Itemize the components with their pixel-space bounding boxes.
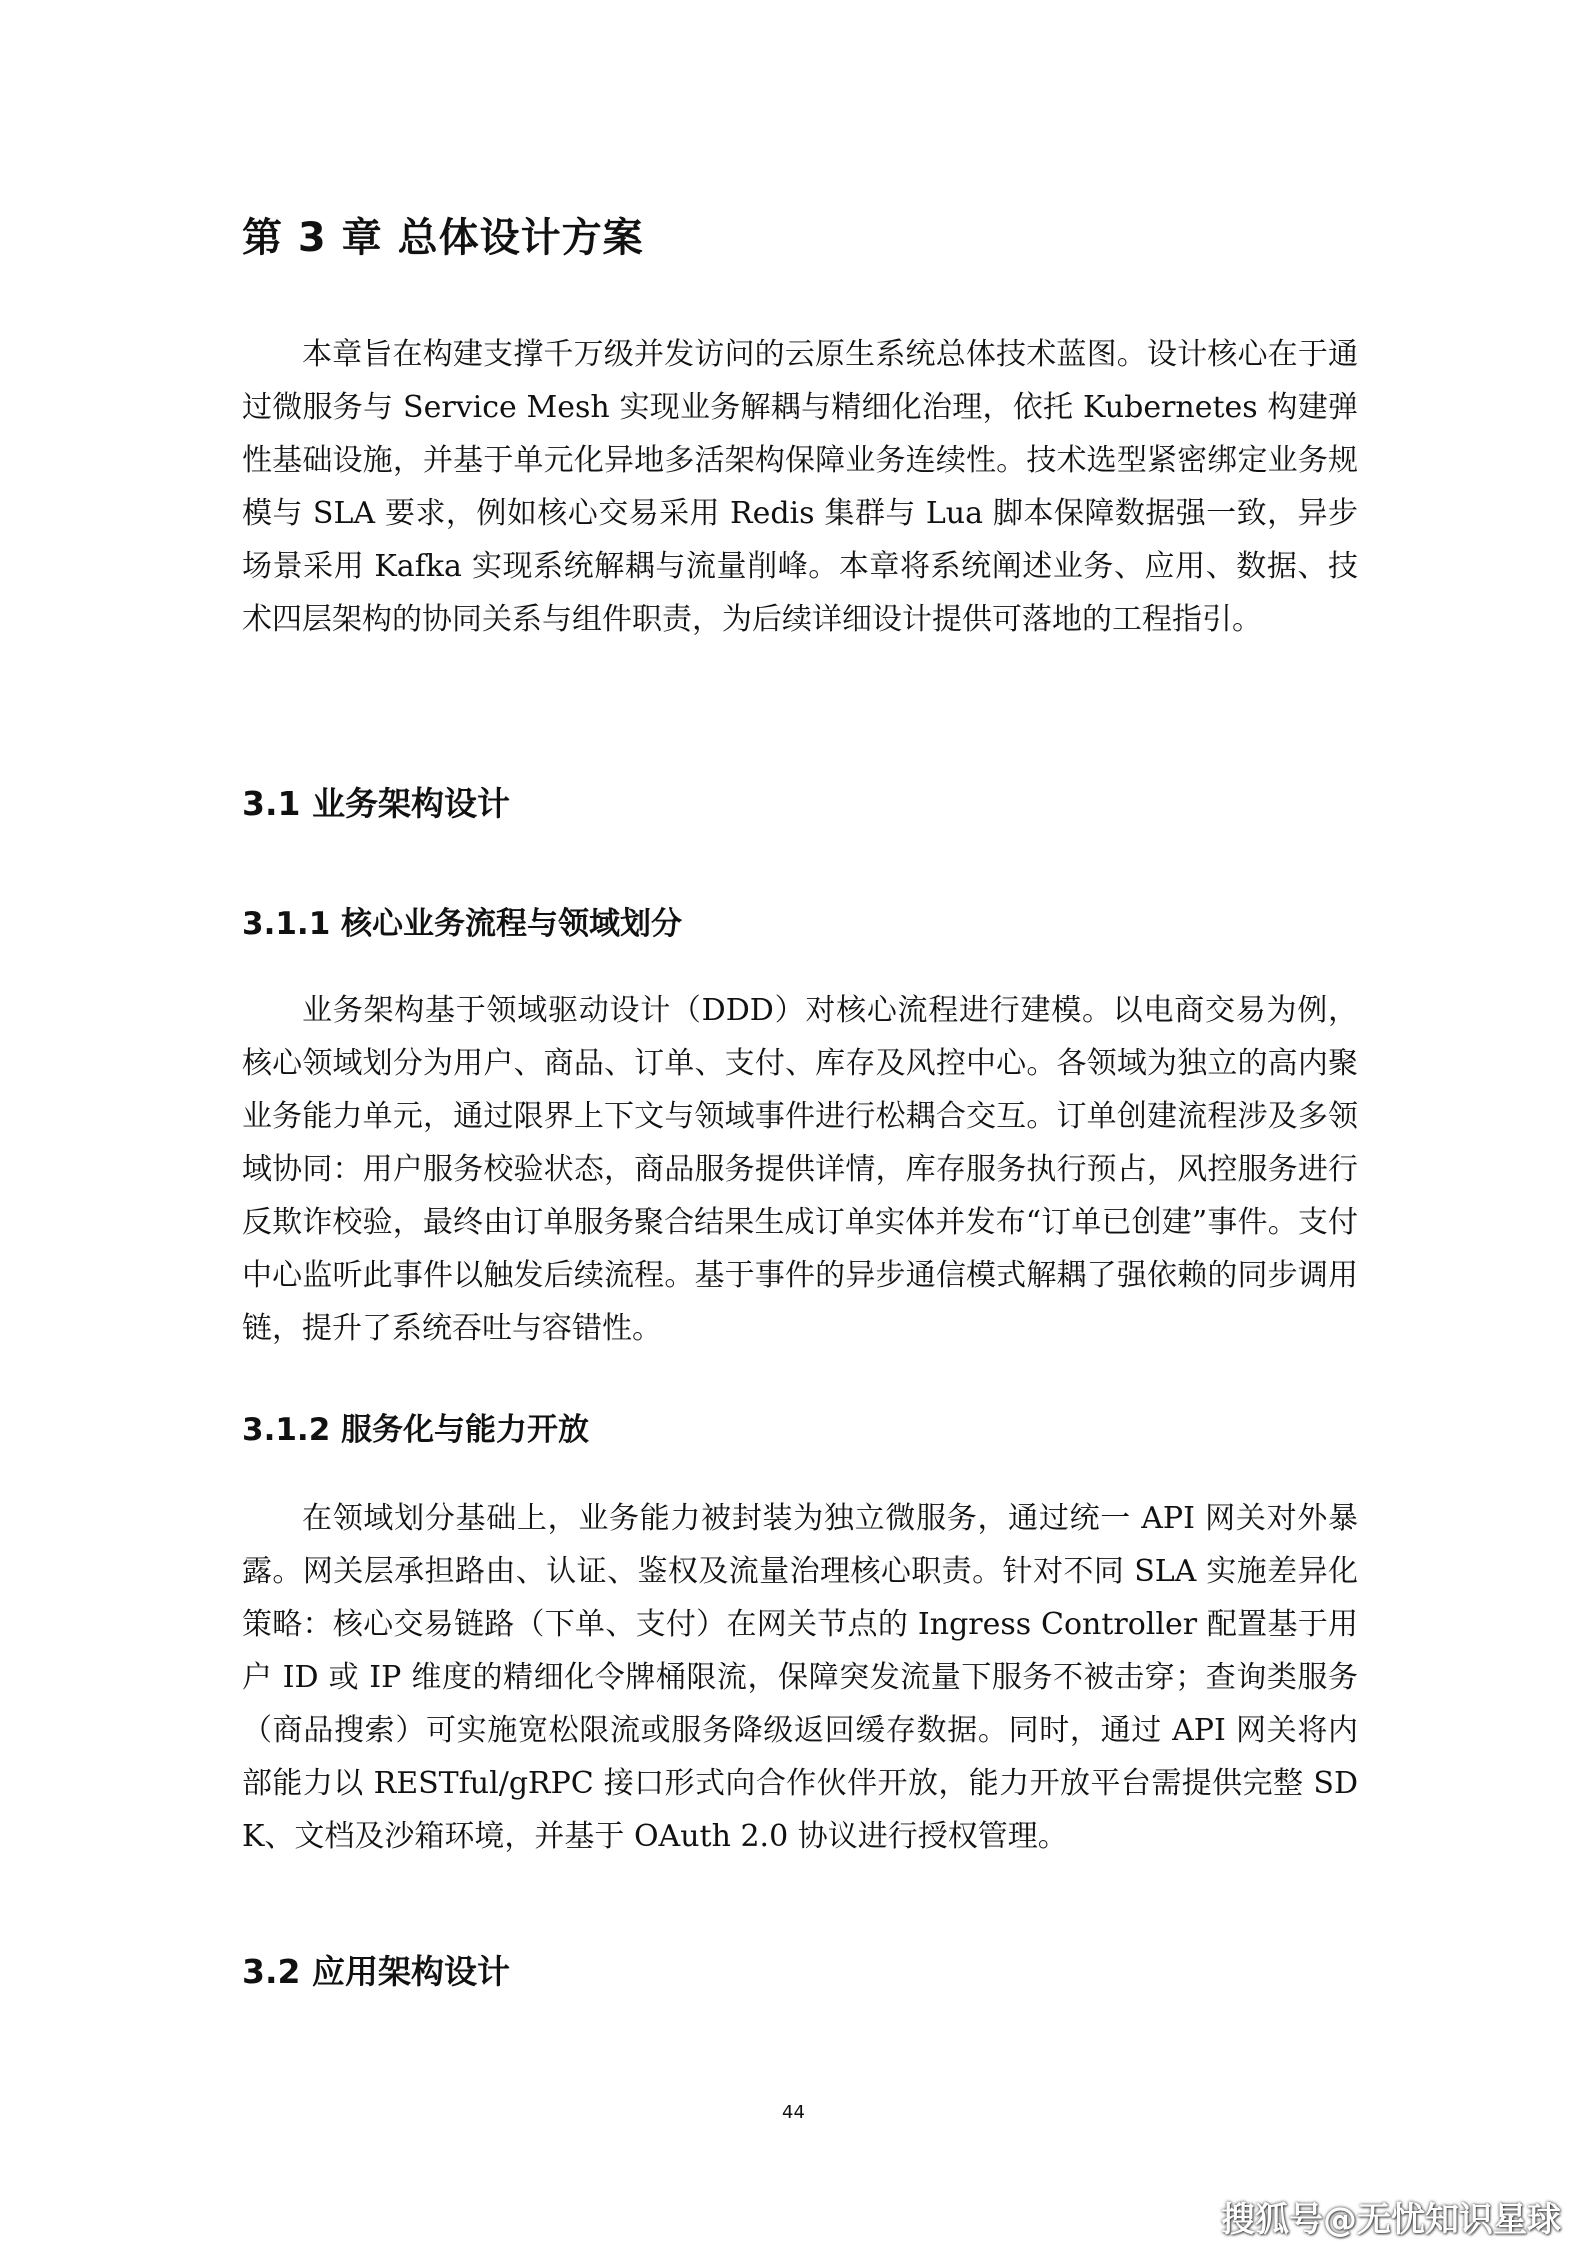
section-3-2-heading: 3.2 应用架构设计 — [242, 1952, 510, 1991]
section-3-1-2-heading: 3.1.2 服务化与能力开放 — [242, 1412, 590, 1448]
page-number: 44 — [782, 2102, 805, 2123]
section-3-1-2-paragraph: 在领域划分基础上，业务能力被封装为独立微服务，通过统一 API 网关对外暴露。网关层承担路由、认证、鉴权及流量治理核心职责。针对不同 SLA 实施差异化策略：核心交易链路（下单、支付）在网关节点的 Ingress Controller 配置基于用户 ID 或 IP 维度的精细化令牌桶限流，保障突发流量下服务不被击穿；查询类服务（商品搜索）可实施宽松限流或服务降级返回缓存数据。同时，通过 API 网关将内部能力以 RESTful/gRPC 接口形式向合作伙伴开放，能力开放平台需提供完整 SDK、文档及沙箱环境，并基于 OAuth 2.0 协议进行授权管理。 — [242, 1501, 1358, 1854]
watermark-text: 搜狐号@无忧知识星球 — [1221, 2200, 1561, 2240]
chapter-intro-paragraph: 本章旨在构建支撑千万级并发访问的云原生系统总体技术蓝图。设计核心在于通过微服务与 Service Mesh 实现业务解耦与精细化治理，依托 Kubernetes 构建弹性基础设施，并基于单元化异地多活架构保障业务连续性。技术选型紧密绑定业务规模与 SLA 要求，例如核心交易采用 Redis 集群与 Lua 脚本保障数据强一致，异步场景采用 Kafka 实现系统解耦与流量削峰。本章将系统阐述业务、应用、数据、技术四层架构的协同关系与组件职责，为后续详细设计提供可落地的工程指引。 — [242, 337, 1358, 637]
section-3-1-1-paragraph: 业务架构基于领域驱动设计（DDD）对核心流程进行建模。以电商交易为例，核心领域划分为用户、商品、订单、支付、库存及风控中心。各领域为独立的高内聚业务能力单元，通过限界上下文与领域事件进行松耦合交互。订单创建流程涉及多领域协同：用户服务校验状态，商品服务提供详情，库存服务执行预占，风控服务进行反欺诈校验，最终由订单服务聚合结果生成订单实体并发布“订单已创建”事件。支付中心监听此事件以触发后续流程。基于事件的异步通信模式解耦了强依赖的同步调用链，提升了系统吞吐与容错性。 — [242, 993, 1358, 1346]
section-3-1-heading: 3.1 业务架构设计 — [242, 784, 510, 823]
chapter-title: 第 3 章 总体设计方案 — [242, 215, 644, 261]
section-3-1-1-heading: 3.1.1 核心业务流程与领域划分 — [242, 906, 683, 942]
